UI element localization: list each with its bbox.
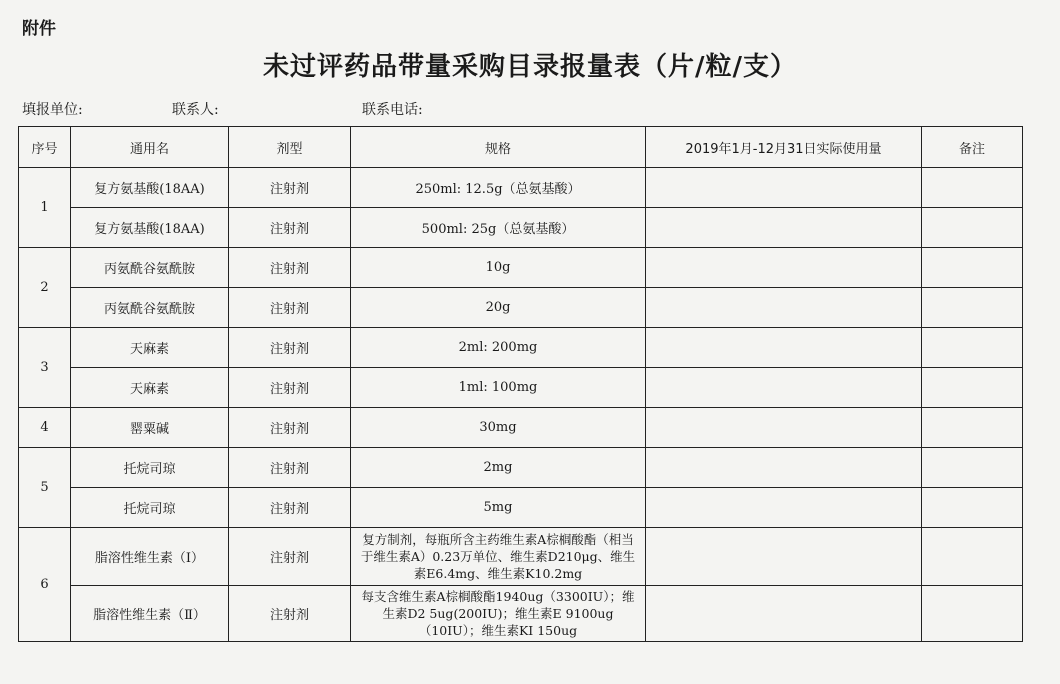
specification-cell: 2ml: 200mg (351, 328, 646, 368)
table-row (19, 488, 1023, 528)
table-row (19, 368, 1023, 408)
usage-input-cell[interactable] (646, 448, 922, 488)
col-header-specification: 规格 (351, 127, 646, 168)
table-row (19, 248, 1023, 288)
usage-input-cell[interactable] (646, 528, 922, 586)
generic-name-cell: 天麻素 (71, 368, 229, 408)
remarks-input-cell[interactable] (922, 368, 1023, 408)
remarks-input-cell[interactable] (922, 168, 1023, 208)
generic-name-cell: 天麻素 (71, 328, 229, 368)
col-header-actual-usage: 2019年1月-12月31日实际使用量 (646, 127, 922, 168)
contact-phone-label: 联系电话: (362, 102, 423, 118)
col-header-dosage-form: 剂型 (229, 127, 351, 168)
usage-input-cell[interactable] (646, 168, 922, 208)
usage-input-cell[interactable] (646, 368, 922, 408)
specification-cell: 复方制剂，每瓶所含主药维生素A棕榈酸酯（相当于维生素A）0.23万单位、维生素D210μg、维生素E6.4mg、维生素K10.2mg (351, 528, 646, 586)
dosage-form-cell: 注射剂 (229, 586, 351, 642)
usage-input-cell[interactable] (646, 328, 922, 368)
dosage-form-cell: 注射剂 (229, 528, 351, 586)
dosage-form-cell: 注射剂 (229, 408, 351, 448)
remarks-input-cell[interactable] (922, 448, 1023, 488)
dosage-form-cell: 注射剂 (229, 448, 351, 488)
table-header-row (19, 127, 1023, 168)
remarks-input-cell[interactable] (922, 248, 1023, 288)
generic-name-cell: 复方氨基酸(18AA) (71, 208, 229, 248)
remarks-input-cell[interactable] (922, 408, 1023, 448)
specification-cell: 1ml: 100mg (351, 368, 646, 408)
usage-input-cell[interactable] (646, 248, 922, 288)
generic-name-cell: 脂溶性维生素（Ⅱ） (71, 586, 229, 642)
specification-cell: 每支含维生素A棕榈酸酯1940ug（3300IU）；维生素D2 5ug(200IU)；维生素E 9100ug（10IU）；维生素KI 150ug (351, 586, 646, 642)
col-header-no: 序号 (19, 127, 71, 168)
page-title: 未过评药品带量采购目录报量表（片/粒/支） (263, 52, 797, 82)
remarks-input-cell[interactable] (922, 586, 1023, 642)
specification-cell: 20g (351, 288, 646, 328)
remarks-input-cell[interactable] (922, 288, 1023, 328)
row-number: 4 (19, 408, 71, 448)
generic-name-cell: 托烷司琼 (71, 448, 229, 488)
usage-input-cell[interactable] (646, 586, 922, 642)
specification-cell: 30mg (351, 408, 646, 448)
specification-cell: 500ml: 25g（总氨基酸） (351, 208, 646, 248)
usage-input-cell[interactable] (646, 208, 922, 248)
usage-input-cell[interactable] (646, 488, 922, 528)
table-row (19, 168, 1023, 208)
dosage-form-cell: 注射剂 (229, 368, 351, 408)
contact-person-label: 联系人: (172, 102, 219, 118)
row-number: 3 (19, 328, 71, 408)
remarks-input-cell[interactable] (922, 328, 1023, 368)
dosage-form-cell: 注射剂 (229, 488, 351, 528)
row-number: 5 (19, 448, 71, 528)
dosage-form-cell: 注射剂 (229, 208, 351, 248)
specification-cell: 5mg (351, 488, 646, 528)
col-header-remarks: 备注 (922, 127, 1023, 168)
table-row (19, 528, 1023, 586)
table-row (19, 328, 1023, 368)
usage-input-cell[interactable] (646, 288, 922, 328)
generic-name-cell: 脂溶性维生素（Ⅰ） (71, 528, 229, 586)
table-row (19, 448, 1023, 488)
specification-cell: 2mg (351, 448, 646, 488)
table-row (19, 586, 1023, 642)
table-row (19, 288, 1023, 328)
attachment-label: 附件 (22, 19, 56, 39)
specification-cell: 10g (351, 248, 646, 288)
remarks-input-cell[interactable] (922, 208, 1023, 248)
row-number: 2 (19, 248, 71, 328)
drug-quantity-table (18, 126, 1023, 642)
row-number: 1 (19, 168, 71, 248)
generic-name-cell: 丙氨酰谷氨酰胺 (71, 288, 229, 328)
table-row (19, 208, 1023, 248)
generic-name-cell: 托烷司琼 (71, 488, 229, 528)
dosage-form-cell: 注射剂 (229, 328, 351, 368)
reporting-unit-label: 填报单位: (22, 102, 83, 118)
table-row (19, 408, 1023, 448)
generic-name-cell: 复方氨基酸(18AA) (71, 168, 229, 208)
dosage-form-cell: 注射剂 (229, 248, 351, 288)
dosage-form-cell: 注射剂 (229, 288, 351, 328)
remarks-input-cell[interactable] (922, 488, 1023, 528)
generic-name-cell: 丙氨酰谷氨酰胺 (71, 248, 229, 288)
col-header-generic-name: 通用名 (71, 127, 229, 168)
row-number: 6 (19, 528, 71, 642)
usage-input-cell[interactable] (646, 408, 922, 448)
remarks-input-cell[interactable] (922, 528, 1023, 586)
generic-name-cell: 罂粟碱 (71, 408, 229, 448)
specification-cell: 250ml: 12.5g（总氨基酸） (351, 168, 646, 208)
dosage-form-cell: 注射剂 (229, 168, 351, 208)
